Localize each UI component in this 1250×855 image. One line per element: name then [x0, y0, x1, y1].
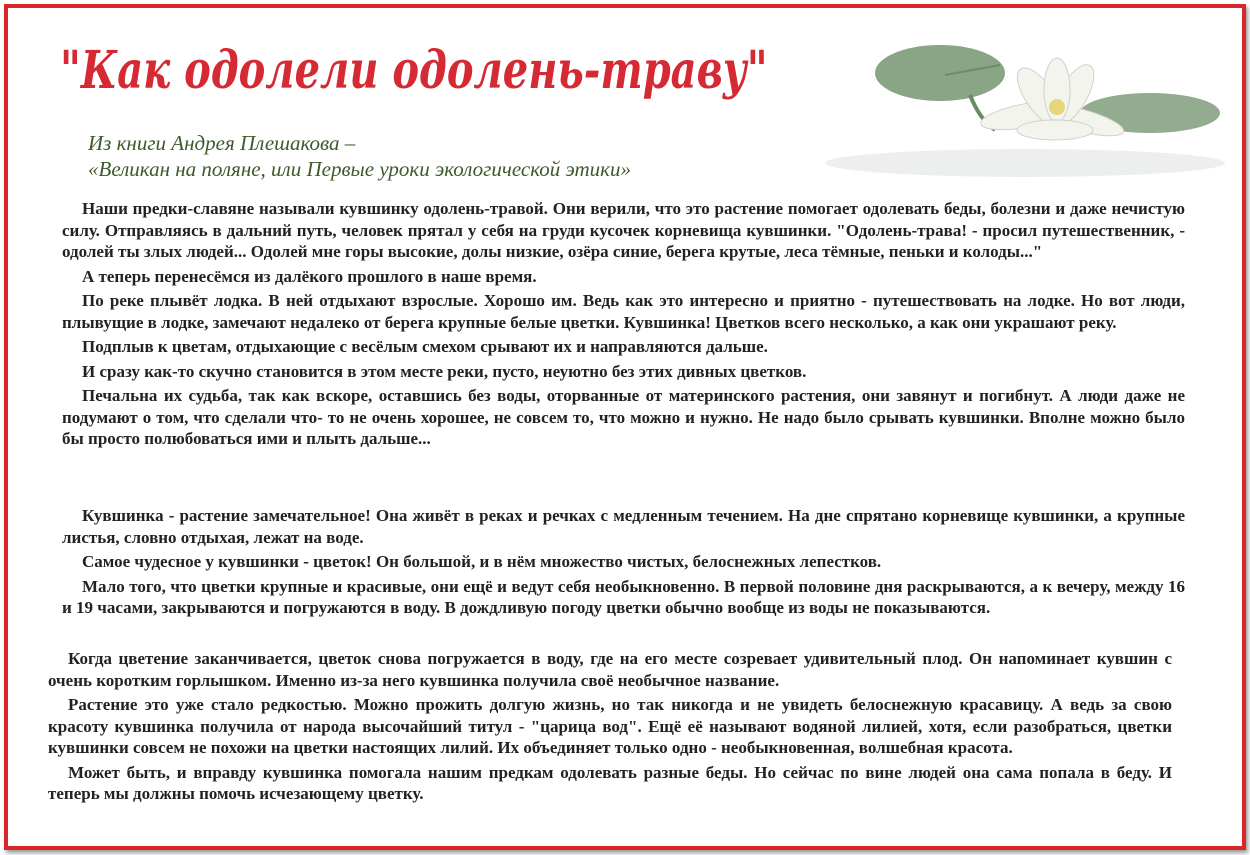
section-conclusion	[48, 648, 1172, 808]
paragraph: Когда цветение заканчивается, цветок снова погружается в воду, где на его месте созревает удивительный плод. Он напоминает кувшин с очень коротким горлышком. Именно из-за него кувшинка получила своё необычное название.	[48, 649, 1172, 690]
paragraph: Кувшинка - растение замечательное! Она живёт в реках и речках с медленным течением. На дне спрятано корневище кувшинки, а крупные листья, словно отдыхая, лежат на воде.	[62, 506, 1185, 547]
paragraph: Наши предки-славяне называли кувшинку одолень-травой. Они верили, что это растение помогает одолевать беды, болезни и даже нечистую силу. Отправляясь в дальний путь, человек прятал у себя на груди кусочек корневища кувшинки. "Одолень-трава! - просил путешественник, - одолей ты злых людей... Одолей мне горы высокие, долы низкие, озёра синие, берега крутые, леса тёмные, пеньки и колоды..."	[62, 199, 1185, 261]
paragraph: Самое чудесное у кувшинки - цветок! Он большой, и в нём множество чистых, белоснежных лепестков.	[82, 552, 882, 571]
section-history	[62, 198, 1185, 453]
paragraph: Растение это уже стало редкостью. Можно прожить долгую жизнь, но так никогда и не увидеть белоснежную красавицу. А ведь за свою красоту кувшинка получила от народа высочайший титул - "царица вод". Ещё её называют водяной лилией, хотя, если разобраться, цветки кувшинки совсем не похожи на цветки настоящих лилий. Их объединяет только одно - необыкновенная, волшебная красота.	[48, 695, 1172, 757]
paragraph: Может быть, и вправду кувшинка помогала нашим предкам одолевать разные беды. Но сейчас по вине людей она сама попала в беду. И теперь мы должны помочь исчезающему цветку.	[48, 762, 1172, 803]
subtitle-book: «Великан на поляне, или Первые уроки экологической этики»	[88, 157, 631, 181]
subtitle-author: Из книги Андрея Плешакова –	[88, 131, 356, 155]
section-description	[62, 505, 1185, 622]
page-title: "Как одолели одолень-траву"	[60, 40, 768, 102]
paragraph: А теперь перенесёмся из далёкого прошлого в наше время.	[82, 266, 537, 286]
paragraph: Подплыв к цветам, отдыхающие с весёлым смехом срывают их и направляются дальше.	[82, 337, 768, 356]
paragraph: И сразу как-то скучно становится в этом месте реки, пусто, неуютно без этих дивных цветков.	[82, 361, 807, 381]
paragraph: Мало того, что цветки крупные и красивые, они ещё и ведут себя необыкновенно. В первой половине дня раскрываются, а к вечеру, между 16 и 19 часами, закрываются и погружаются в воду. В дождливую погоду цветки обычно вообще из воды не показываются.	[62, 576, 1185, 617]
book-source	[88, 130, 631, 182]
paragraph: По реке плывёт лодка. В ней отдыхают взрослые. Хорошо им. Ведь как это интересно и приятно - путешествовать на лодке. Но вот люди, плывущие в лодке, замечают недалеко от берега крупные белые цветки. Кувшинка! Цветков всего несколько, а как они украшают реку.	[62, 291, 1185, 332]
water-lily-icon	[815, 35, 1235, 195]
paragraph: Печальна их судьба, так как вскоре, оставшись без воды, оторванные от материнского растения, они завянут и погибнут. А люди даже не подумают о том, что сделали что- то не очень хорошее, не совсем то, что можно и нужно. Не надо было срывать кувшинки. Вполне можно было бы просто полюбоваться ими и плыть дальше...	[62, 386, 1185, 448]
